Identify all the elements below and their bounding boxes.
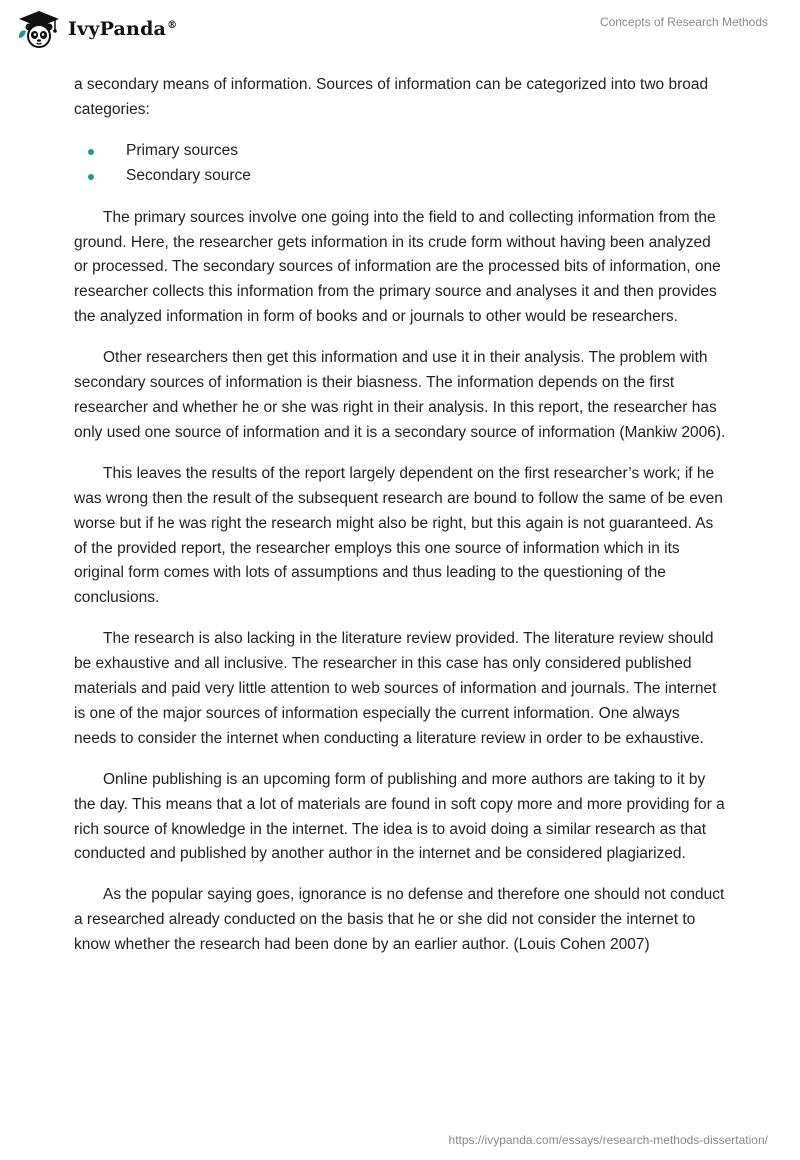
body-paragraph: Online publishing is an upcoming form of publishing and more authors are taking to it by the day. This means that a lot of materials are found in soft copy more and more providing for a rich source of knowledge in the internet. The idea is to avoid doing a similar research as that conducted and published by another author in the internet and be considered plagiarized.: [74, 770, 725, 863]
body-paragraph: Other researchers then get this information and use it in their analysis. The problem with secondary sources of information is their biasness. The information depends on the first researcher and whether he or she was right in their analysis. In this report, the researcher has only used one source of information and it is a secondary source of information (Mankiw 2006).: [74, 349, 726, 441]
brand-name: [68, 18, 177, 40]
brand-name-text: IvyPanda: [68, 18, 167, 40]
body-paragraph: The research is also lacking in the literature review provided. The literature review should be exhaustive and all inclusive. The researcher in this case has only considered published materials and paid very little attention to web sources of information and journals. The internet is one of the major sources of information especially the current information. One always needs to consider the internet when conducting a literature review in order to be exhaustive.: [74, 630, 717, 747]
list-item-label: Secondary source: [126, 166, 251, 184]
essay-content: [74, 73, 726, 974]
page-header: [0, 0, 800, 60]
sources-list: [74, 139, 726, 189]
list-item: [74, 164, 726, 189]
ivypanda-logo[interactable]: [16, 10, 177, 50]
bullet-icon: [88, 174, 94, 180]
panda-graduate-icon: [16, 10, 62, 50]
source-url-link[interactable]: https://ivypanda.com/essays/research-methods-dissertation/: [448, 1133, 768, 1147]
body-paragraph: This leaves the results of the report largely dependent on the first researcher’s work; if he was wrong then the result of the subsequent research are bound to follow the same of be even worse but if he was right the research might also be right, but this again is not guaranteed. As of the provided report, the researcher employs this one source of information which in its original form comes with lots of assumptions and thus leading to the questioning of the conclusions.: [74, 464, 723, 607]
list-item-label: Primary sources: [126, 141, 238, 159]
list-item: [74, 139, 726, 164]
intro-paragraph: a secondary means of information. Sources of information can be categorized into two broad categories:: [74, 76, 709, 118]
bullet-icon: [88, 149, 94, 155]
body-paragraph: The primary sources involve one going into the field to and collecting information from the ground. Here, the researcher gets information in its crude form without having been analyzed or processed. The secondary sources of information are the processed bits of information, one researcher collects this information from the primary source and analyses it and then provides the analyzed information in form of books and or journals to other would be researchers.: [74, 208, 721, 326]
body-paragraph: As the popular saying goes, ignorance is no defense and therefore one should not conduct a researched already conducted on the basis that he or she did not consider the internet to know whether the research had been done by an earlier author. (Louis Cohen 2007): [74, 886, 725, 954]
registered-mark: ®: [167, 19, 178, 31]
document-title: Concepts of Research Methods: [599, 15, 768, 29]
